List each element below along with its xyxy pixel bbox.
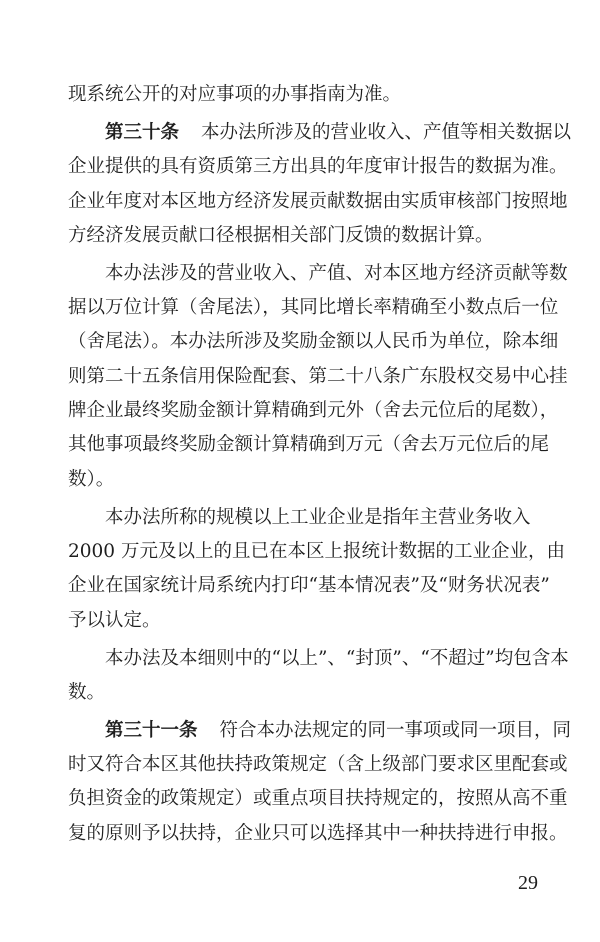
text-line: 方经济发展贡献口径根据相关部门反馈的数据计算。 [68,224,494,246]
text-line: 其他事项最终奖励金额计算精确到万元（舍去万元位后的尾 [68,434,550,456]
document-body [68,83,572,856]
text-line: 符合本办法规定的同一事项或同一项目，同 [219,719,572,741]
text-line: 则第二十五条信用保险配套、第二十八条广东股权交易中心挂 [68,365,568,387]
text-line: 复的原则予以扶持，企业只可以选择其中一种扶持进行申报。 [68,822,568,844]
text-line: 企业提供的具有资质第三方出具的年度审计报告的数据为准。 [68,156,568,178]
text-line: 本办法所称的规模以上工业企业是指年主营业务收入 [105,506,531,528]
text-line: 数。 [68,681,106,703]
text-line: 本办法及本细则中的“以上”、“封顶”、“不超过”均包含本 [105,647,569,669]
text-line: 予以认定。 [68,609,161,631]
text-line: 现系统公开的对应事项的办事指南为准。 [68,84,402,105]
text-line: 据以万位计算（舍尾法），其同比增长率精确至小数点后一位 [68,297,559,319]
text-line: 数）。 [68,468,115,490]
text-line: 时又符合本区其他扶持政策规定（含上级部门要求区里配套或 [68,754,568,776]
article-30-first-line [68,121,572,145]
text-line: 牌企业最终奖励金额计算精确到元外（舍去元位后的尾数）， [68,400,559,422]
text-line: 企业在国家统计局系统内打印“基本情况表”及“财务状况表” [68,575,550,597]
text-line: 本办法所涉及的营业收入、产值等相关数据以 [201,122,572,143]
article-31-first-line [68,719,572,743]
text-line: 企业年度对本区地方经济发展贡献数据由实质审核部门按照地 [68,190,568,212]
page-number: 29 [518,872,538,894]
text-line: 负担资金的政策规定）或重点项目扶持规定的，按照从高不重 [68,788,568,810]
text-line: 本办法涉及的营业收入、产值、对本区地方经济贡献等数 [105,262,568,284]
text-line: （舍尾法）。本办法所涉及奖励金额以人民币为单位，除本细 [68,331,559,353]
article-31-heading: 第三十一条 [105,719,198,741]
text-line: 2000 万元及以上的且已在本区上报统计数据的工业企业，由 [68,540,565,562]
article-30-heading: 第三十条 [105,122,180,143]
